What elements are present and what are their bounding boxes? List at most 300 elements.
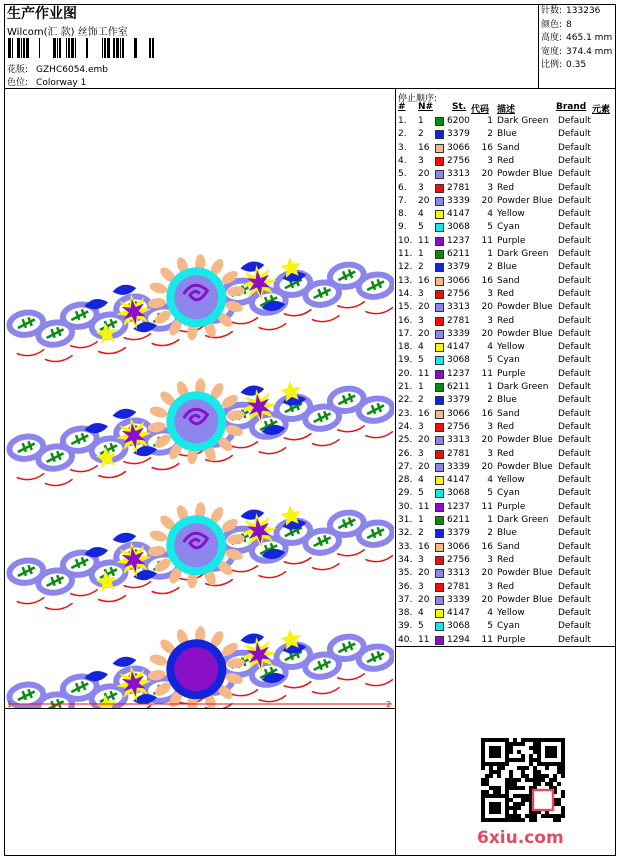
row-description: Red (497, 315, 515, 326)
red-edge-stitch (17, 349, 45, 357)
row-brand: Default (558, 222, 591, 233)
row-description: Blue (497, 528, 517, 539)
row-stitch: 3068 (447, 621, 470, 632)
row-needle: 20 (418, 195, 430, 206)
leaf-vein (337, 641, 356, 654)
row-stitch: 6200 (447, 116, 470, 126)
red-edge-stitch (17, 597, 45, 605)
red-edge-stitch (45, 479, 73, 487)
row-stitch: 4147 (447, 209, 470, 220)
col-needle-header: N# (418, 102, 434, 112)
row-brand: Default (558, 581, 591, 592)
color-swatch (435, 609, 444, 618)
leaf-vein (70, 556, 89, 569)
row-brand: Default (558, 195, 591, 206)
color-swatch (435, 263, 444, 272)
blue-leaf (84, 545, 109, 558)
row-stitch: 3068 (447, 355, 470, 366)
row-brand: Default (558, 541, 591, 552)
stat-label: 高度: (541, 33, 563, 43)
red-edge-stitch (337, 301, 365, 309)
color-swatch (435, 237, 444, 246)
row-index: 17. (398, 328, 413, 339)
row-brand: Default (558, 435, 591, 446)
row-code: 2 (487, 528, 493, 539)
stat-value: 0.35 (566, 60, 587, 70)
row-needle: 11 (418, 501, 430, 512)
color-swatch (435, 170, 444, 179)
red-edge-stitch (17, 473, 45, 481)
row-description: Red (497, 421, 515, 432)
leaf-vein (17, 564, 36, 577)
row-brand: Default (558, 155, 591, 166)
studio-name: Wilcom(汇 款) 丝饰工作室 (7, 27, 128, 38)
row-needle: 11 (418, 235, 430, 246)
header-divider (538, 4, 539, 88)
row-brand: Default (558, 621, 591, 632)
row-stitch: 3339 (447, 461, 470, 472)
col-index-header: # (398, 102, 406, 112)
row-brand: Default (558, 169, 591, 180)
row-description: Red (497, 182, 515, 193)
row-stitch: 6211 (447, 382, 470, 392)
row-code: 5 (487, 222, 493, 233)
colorway-label: 色位: (7, 78, 29, 88)
row-description: Cyan (497, 621, 520, 632)
row-description: Purple (497, 368, 526, 379)
row-brand: Default (558, 328, 591, 339)
row-description: Purple (497, 235, 526, 246)
row-brand: Default (558, 315, 591, 326)
row-description: Yellow (497, 475, 525, 486)
red-edge-stitch (284, 433, 312, 441)
blue-leaf (240, 632, 265, 645)
row-index: 30. (398, 501, 413, 512)
row-stitch: 2756 (447, 421, 470, 432)
leaf-vein (17, 316, 36, 329)
row-code: 3 (487, 315, 493, 326)
row-code: 20 (481, 195, 493, 206)
row-code: 11 (481, 501, 493, 512)
qr-code-icon (481, 738, 565, 822)
row-index: 28. (398, 475, 413, 486)
row-code: 5 (487, 355, 493, 366)
row-needle: 20 (418, 594, 430, 605)
row-needle: 3 (418, 581, 424, 592)
red-edge-stitch (45, 603, 73, 611)
color-swatch (435, 596, 444, 605)
page-title: 生产作业图 (7, 6, 77, 22)
row-index: 3. (398, 142, 407, 153)
row-description: Cyan (497, 222, 520, 233)
red-edge-stitch (337, 425, 365, 433)
design-stats (541, 5, 612, 73)
row-needle: 2 (418, 528, 424, 539)
row-needle: 20 (418, 568, 430, 579)
row-stitch: 2781 (447, 448, 470, 459)
row-code: 4 (487, 608, 493, 619)
header-bottom-rule (4, 88, 616, 89)
color-swatch (435, 529, 444, 538)
row-description: Yellow (497, 342, 525, 353)
red-edge-stitch (98, 347, 126, 355)
row-needle: 16 (418, 275, 430, 286)
red-edge-stitch (123, 581, 151, 589)
sand-petal (148, 529, 168, 544)
row-index: 10. (398, 235, 413, 246)
color-swatch (435, 144, 444, 153)
color-swatch (435, 197, 444, 206)
row-description: Blue (497, 262, 517, 273)
leaf-vein (45, 450, 64, 463)
row-index: 11. (398, 249, 413, 259)
row-index: 7. (398, 195, 407, 206)
row-code: 3 (487, 288, 493, 299)
row-needle: 1 (418, 249, 424, 259)
row-stitch: 2781 (447, 182, 470, 193)
row-stitch: 3313 (447, 435, 470, 446)
color-swatch (435, 290, 444, 299)
row-code: 1 (487, 515, 493, 525)
row-needle: 20 (418, 302, 430, 313)
row-index: 23. (398, 408, 413, 419)
row-brand: Default (558, 355, 591, 366)
row-stitch: 3068 (447, 488, 470, 499)
row-index: 18. (398, 342, 413, 353)
row-needle: 5 (418, 222, 424, 233)
color-swatch (435, 396, 444, 405)
row-code: 20 (481, 328, 493, 339)
row-stitch: 3066 (447, 275, 470, 286)
row-stitch: 3313 (447, 302, 470, 313)
row-brand: Default (558, 368, 591, 379)
row-brand: Default (558, 475, 591, 486)
row-code: 2 (487, 129, 493, 140)
row-stitch: 2781 (447, 315, 470, 326)
row-brand: Default (558, 235, 591, 246)
color-swatch (435, 503, 444, 512)
row-brand: Default (558, 608, 591, 619)
row-index: 34. (398, 554, 413, 565)
red-edge-stitch (365, 431, 393, 439)
color-swatch (435, 343, 444, 352)
embroidery-band (6, 474, 394, 616)
row-index: 16. (398, 315, 413, 326)
row-needle: 11 (418, 634, 430, 645)
stat-row (541, 32, 612, 46)
row-needle: 3 (418, 315, 424, 326)
row-needle: 16 (418, 541, 430, 552)
red-edge-stitch (152, 463, 180, 471)
row-index: 36. (398, 581, 413, 592)
red-edge-stitch (284, 309, 312, 317)
row-stitch: 2756 (447, 288, 470, 299)
row-brand: Default (558, 182, 591, 193)
row-brand: Default (558, 275, 591, 286)
red-edge-stitch (258, 447, 286, 455)
row-description: Cyan (497, 488, 520, 499)
row-description: Sand (497, 408, 520, 419)
row-index: 9. (398, 222, 407, 233)
red-edge-stitch (98, 595, 126, 603)
col-brand-header: Brand (556, 102, 587, 112)
row-stitch: 4147 (447, 342, 470, 353)
sequence-title: 停止顺序: (398, 94, 438, 104)
row-brand: Default (558, 568, 591, 579)
row-brand: Default (558, 262, 591, 273)
row-description: Powder Blue (497, 594, 553, 605)
row-index: 33. (398, 541, 413, 552)
design-file-line (7, 62, 108, 75)
row-description: Red (497, 288, 515, 299)
row-needle: 1 (418, 382, 424, 392)
row-index: 15. (398, 302, 413, 313)
row-index: 27. (398, 461, 413, 472)
row-brand: Default (558, 488, 591, 499)
col-code-header: 代码 (471, 105, 490, 115)
row-index: 39. (398, 621, 413, 632)
row-description: Red (497, 448, 515, 459)
row-stitch: 1294 (447, 634, 470, 645)
red-edge-stitch (152, 339, 180, 347)
leaf-vein (337, 393, 356, 406)
color-swatch (435, 410, 444, 419)
row-stitch: 3339 (447, 195, 470, 206)
colorway-line (7, 75, 86, 88)
color-swatch (435, 250, 444, 259)
blue-leaf (84, 669, 109, 682)
row-stitch: 3379 (447, 528, 470, 539)
row-code: 4 (487, 209, 493, 220)
red-edge-stitch (312, 315, 340, 323)
row-brand: Default (558, 554, 591, 565)
red-edge-stitch (230, 441, 258, 449)
red-edge-stitch (365, 555, 393, 563)
stat-row (541, 59, 612, 73)
blue-leaf (84, 297, 109, 310)
row-brand: Default (558, 501, 591, 512)
color-swatch (435, 436, 444, 445)
row-brand: Default (558, 142, 591, 153)
row-needle: 16 (418, 408, 430, 419)
leaf-vein (70, 680, 89, 693)
row-description: Powder Blue (497, 461, 553, 472)
row-code: 3 (487, 554, 493, 565)
row-code: 20 (481, 169, 493, 180)
row-index: 38. (398, 608, 413, 619)
row-index: 21. (398, 382, 413, 392)
row-index: 24. (398, 421, 413, 432)
leaf-vein (312, 410, 331, 423)
row-stitch: 6211 (447, 249, 470, 259)
row-code: 20 (481, 435, 493, 446)
row-needle: 1 (418, 515, 424, 525)
row-stitch: 1237 (447, 368, 470, 379)
row-description: Dark Green (497, 116, 549, 126)
embroidery-design-preview (6, 92, 394, 708)
row-index: 2. (398, 129, 407, 140)
row-brand: Default (558, 302, 591, 313)
color-swatch (435, 356, 444, 365)
red-edge-stitch (258, 571, 286, 579)
row-index: 4. (398, 155, 407, 166)
color-swatch (435, 157, 444, 166)
row-code: 2 (487, 395, 493, 406)
row-code: 16 (481, 541, 493, 552)
color-swatch (435, 476, 444, 485)
stat-row (541, 5, 612, 19)
blue-leaf (240, 384, 265, 397)
row-description: Powder Blue (497, 435, 553, 446)
row-index: 22. (398, 395, 413, 406)
row-index: 26. (398, 448, 413, 459)
red-edge-stitch (70, 341, 98, 349)
color-swatch (435, 489, 444, 498)
leaf-vein (366, 402, 385, 415)
row-brand: Default (558, 249, 591, 259)
design-bottom-rule (4, 708, 395, 709)
row-index: 37. (398, 594, 413, 605)
row-needle: 20 (418, 461, 430, 472)
row-code: 3 (487, 421, 493, 432)
row-brand: Default (558, 342, 591, 353)
row-needle: 4 (418, 342, 424, 353)
color-swatch (435, 223, 444, 232)
red-edge-stitch (312, 439, 340, 447)
row-brand: Default (558, 129, 591, 140)
leaf-vein (17, 440, 36, 453)
row-description: Powder Blue (497, 169, 553, 180)
red-edge-stitch (230, 317, 258, 325)
row-needle: 3 (418, 448, 424, 459)
row-code: 11 (481, 235, 493, 246)
red-edge-stitch (365, 307, 393, 315)
row-code: 2 (487, 262, 493, 273)
row-description: Dark Green (497, 515, 549, 525)
corner-marker-end: 2 (386, 700, 392, 709)
row-brand: Default (558, 461, 591, 472)
leaf-vein (312, 286, 331, 299)
row-code: 20 (481, 461, 493, 472)
red-edge-stitch (284, 681, 312, 689)
red-edge-stitch (258, 323, 286, 331)
design-file-value: GZHC6054.emb (36, 65, 109, 75)
row-index: 8. (398, 209, 407, 220)
stat-label: 宽度: (541, 46, 563, 57)
row-needle: 16 (418, 142, 430, 153)
color-swatch (435, 463, 444, 472)
color-swatch (435, 556, 444, 565)
row-brand: Default (558, 408, 591, 419)
embroidery-band (6, 350, 394, 492)
row-needle: 3 (418, 421, 424, 432)
row-index: 25. (398, 435, 413, 446)
row-index: 31. (398, 515, 413, 525)
stat-label: 颜色: (541, 19, 563, 30)
stat-value: 8 (566, 19, 572, 30)
leaf-vein (337, 517, 356, 530)
col-description-header: 描述 (497, 105, 516, 115)
row-code: 16 (481, 275, 493, 286)
color-swatch (435, 543, 444, 552)
row-stitch: 3313 (447, 568, 470, 579)
row-description: Sand (497, 541, 520, 552)
row-description: Sand (497, 142, 520, 153)
row-index: 20. (398, 368, 413, 379)
row-needle: 20 (418, 328, 430, 339)
red-edge-stitch (337, 549, 365, 557)
leaf-vein (45, 326, 64, 339)
red-edge-stitch (258, 695, 286, 703)
embroidery-band (6, 226, 394, 368)
blue-leaf (240, 508, 265, 521)
row-description: Red (497, 554, 515, 565)
row-description: Powder Blue (497, 568, 553, 579)
row-stitch: 2756 (447, 554, 470, 565)
row-index: 35. (398, 568, 413, 579)
row-index: 5. (398, 169, 407, 180)
row-description: Purple (497, 501, 526, 512)
color-swatch (435, 330, 444, 339)
leaf-vein (70, 308, 89, 321)
row-brand: Default (558, 209, 591, 220)
row-index: 14. (398, 288, 413, 299)
leaf-vein (312, 658, 331, 671)
red-edge-stitch (123, 333, 151, 341)
row-description: Dark Green (497, 382, 549, 392)
corner-marker-start: 1 (7, 700, 13, 709)
row-description: Yellow (497, 608, 525, 619)
row-description: Dark Green (497, 249, 549, 259)
color-swatch (435, 370, 444, 379)
red-edge-stitch (98, 471, 126, 479)
red-edge-stitch (312, 563, 340, 571)
row-index: 1. (398, 116, 407, 126)
row-index: 6. (398, 182, 407, 193)
row-code: 20 (481, 594, 493, 605)
color-swatch (435, 516, 444, 525)
row-stitch: 3066 (447, 142, 470, 153)
row-brand: Default (558, 448, 591, 459)
row-stitch: 3379 (447, 395, 470, 406)
row-code: 11 (481, 634, 493, 645)
row-stitch: 2756 (447, 155, 470, 166)
barcode-icon (8, 38, 154, 58)
red-edge-stitch (284, 557, 312, 565)
color-swatch (435, 450, 444, 459)
color-swatch (435, 423, 444, 432)
col-stitch-header: St. (452, 102, 467, 112)
row-description: Red (497, 581, 515, 592)
leaf-vein (312, 534, 331, 547)
row-stitch: 1237 (447, 501, 470, 512)
color-swatch (435, 622, 444, 631)
row-code: 4 (487, 475, 493, 486)
row-needle: 20 (418, 435, 430, 446)
row-brand: Default (558, 594, 591, 605)
color-swatch (435, 277, 444, 286)
row-index: 40. (398, 634, 413, 645)
row-code: 11 (481, 368, 493, 379)
row-index: 32. (398, 528, 413, 539)
stat-row (541, 46, 612, 60)
color-swatch (435, 303, 444, 312)
color-swatch (435, 636, 444, 645)
row-index: 19. (398, 355, 413, 366)
row-stitch: 4147 (447, 608, 470, 619)
row-needle: 3 (418, 155, 424, 166)
stat-value: 133236 (566, 6, 601, 16)
